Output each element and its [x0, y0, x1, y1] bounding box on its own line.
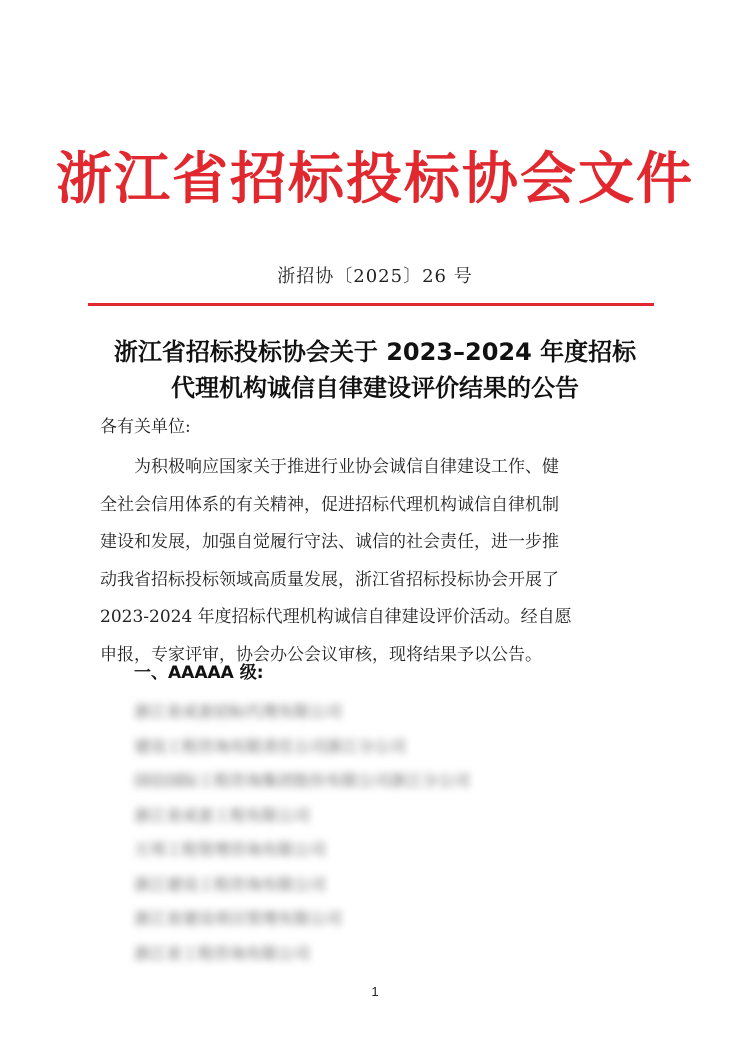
announcement-title [60, 334, 690, 406]
announcement-body [100, 449, 660, 674]
document-number: 浙招协〔2025〕26 号 [277, 266, 473, 287]
body-line: 建设和发展，加强自觉履行守法、诚信的社会责任，进一步推 [100, 532, 559, 552]
organization-item: 浙江省成套招标代理有限公司 [134, 702, 343, 721]
body-line: 申报，专家评审，协会办公会议审核，现将结果予以公告。 [100, 644, 542, 665]
document-masthead: 浙江省招标投标协会文件 [56, 147, 694, 212]
announcement-title-line-1: 浙江省招标投标协会关于 2023–2024 年度招标 [113, 338, 637, 366]
section-heading-aaaaa: 一、AAAAA 级: [134, 663, 264, 683]
announcement-title-line-2: 代理机构诚信自律建设评价结果的公告 [171, 374, 579, 402]
organization-item: 浙江建设工程咨询有限公司 [134, 874, 327, 894]
body-line: 2023-2024 年度招标代理机构诚信自律建设评价活动。经自愿 [100, 607, 572, 627]
salutation: 各有关单位: [100, 417, 191, 437]
red-divider-line [88, 303, 654, 306]
organization-item: 万邦工程管理咨询有限公司 [134, 840, 327, 859]
organization-item: 浙江省成套工程有限公司 [134, 805, 311, 825]
body-line: 为积极响应国家关于推进行业协会诚信自律建设工作、健 [134, 457, 559, 477]
organization-item: 国信国际工程咨询集团股份有限公司浙江分公司 [134, 771, 471, 790]
organization-item: 建设工程咨询有限责任公司浙江分公司 [134, 736, 407, 756]
organization-item: 浙江省工程咨询有限公司 [134, 943, 311, 963]
organization-list [134, 695, 470, 971]
body-line: 全社会信用体系的有关精神，促进招标代理机构诚信自律机制 [100, 494, 559, 515]
organization-item: 浙江省建设项目管理有限公司 [134, 909, 343, 928]
page-number: 1 [371, 984, 379, 999]
body-line: 动我省招标投标领域高质量发展，浙江省招标投标协会开展了 [100, 569, 559, 590]
